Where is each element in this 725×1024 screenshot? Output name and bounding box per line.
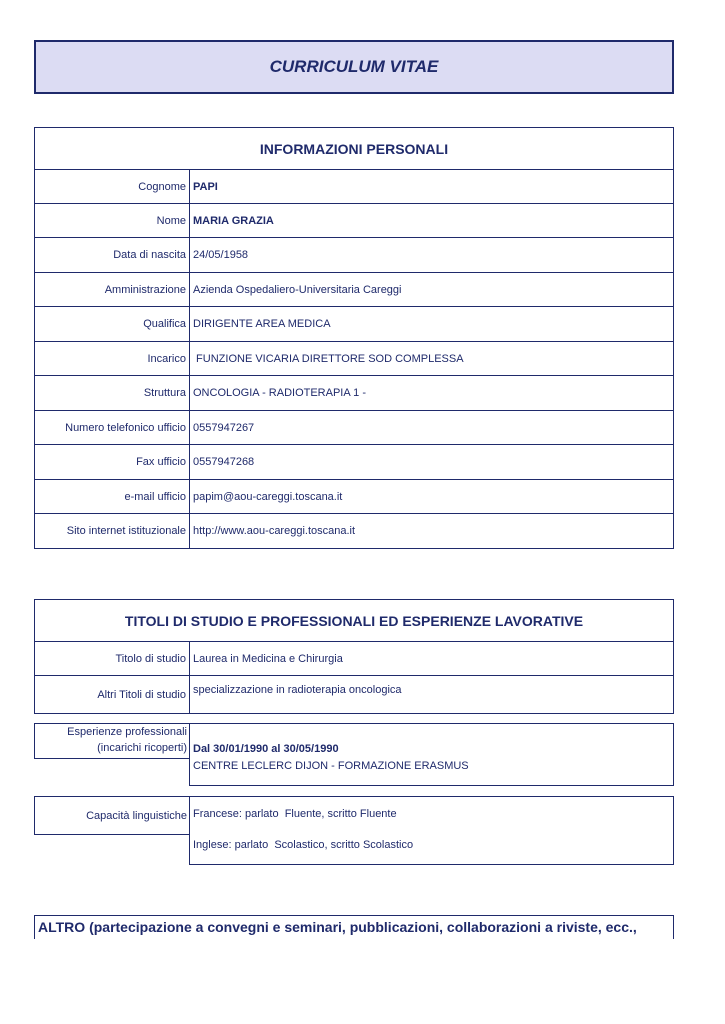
experience-label-line2: (incarichi ricoperti) bbox=[97, 742, 187, 754]
titolo-label: Titolo di studio bbox=[35, 642, 190, 676]
language-item: Inglese: parlato Scolastico, scritto Scolastico bbox=[193, 839, 414, 851]
row-value: ONCOLOGIA - RADIOTERAPIA 1 - bbox=[190, 376, 674, 411]
row-value: 24/05/1958 bbox=[190, 238, 674, 273]
studies-table bbox=[34, 599, 674, 714]
experience-label-line1: Esperienze professionali bbox=[67, 726, 187, 738]
row-label: Cognome bbox=[35, 170, 190, 204]
row-value: DIRIGENTE AREA MEDICA bbox=[190, 307, 674, 342]
languages-value-box bbox=[189, 796, 674, 865]
row-label: Qualifica bbox=[35, 307, 190, 342]
row-label: Numero telefonico ufficio bbox=[35, 411, 190, 445]
language-item: Francese: parlato Fluente, scritto Fluente bbox=[193, 808, 397, 820]
row-value: http://www.aou-careggi.toscana.it bbox=[190, 514, 674, 549]
row-label: Nome bbox=[35, 204, 190, 238]
row-value: Azienda Ospedaliero-Universitaria Careggi bbox=[190, 273, 674, 307]
altro-top-border bbox=[34, 915, 674, 916]
altri-titoli-value: specializzazione in radioterapia oncologica bbox=[190, 676, 674, 714]
row-label: Amministrazione bbox=[35, 273, 190, 307]
row-value: 0557947268 bbox=[190, 445, 674, 480]
cv-title: CURRICULUM VITAE bbox=[34, 40, 674, 94]
experience-period: Dal 30/01/1990 al 30/05/1990 bbox=[193, 743, 339, 755]
altro-left-border bbox=[34, 915, 35, 939]
row-value: PAPI bbox=[190, 170, 674, 204]
row-value: papim@aou-careggi.toscana.it bbox=[190, 480, 674, 514]
row-value: 0557947267 bbox=[190, 411, 674, 445]
row-label: Struttura bbox=[35, 376, 190, 411]
row-label: Fax ufficio bbox=[35, 445, 190, 480]
studies-header: TITOLI DI STUDIO E PROFESSIONALI ED ESPERIENZE LAVORATIVE bbox=[35, 600, 674, 642]
row-label: e-mail ufficio bbox=[35, 480, 190, 514]
altro-heading: ALTRO (partecipazione a convegni e seminari, pubblicazioni, collaborazioni a riviste, ecc., bbox=[38, 919, 637, 935]
languages-label: Capacità linguistiche bbox=[86, 810, 187, 822]
row-value: FUNZIONE VICARIA DIRETTORE SOD COMPLESSA bbox=[190, 342, 674, 376]
row-label: Incarico bbox=[35, 342, 190, 376]
titolo-value: Laurea in Medicina e Chirurgia bbox=[190, 642, 674, 676]
personal-info-table bbox=[34, 127, 674, 549]
personal-info-header: INFORMAZIONI PERSONALI bbox=[35, 128, 674, 170]
row-label: Data di nascita bbox=[35, 238, 190, 273]
altro-right-border bbox=[673, 915, 674, 939]
row-value: MARIA GRAZIA bbox=[190, 204, 674, 238]
row-label: Sito internet istituzionale bbox=[35, 514, 190, 549]
altri-titoli-label: Altri Titoli di studio bbox=[35, 676, 190, 714]
experience-description: CENTRE LECLERC DIJON - FORMAZIONE ERASMUS bbox=[193, 760, 469, 772]
